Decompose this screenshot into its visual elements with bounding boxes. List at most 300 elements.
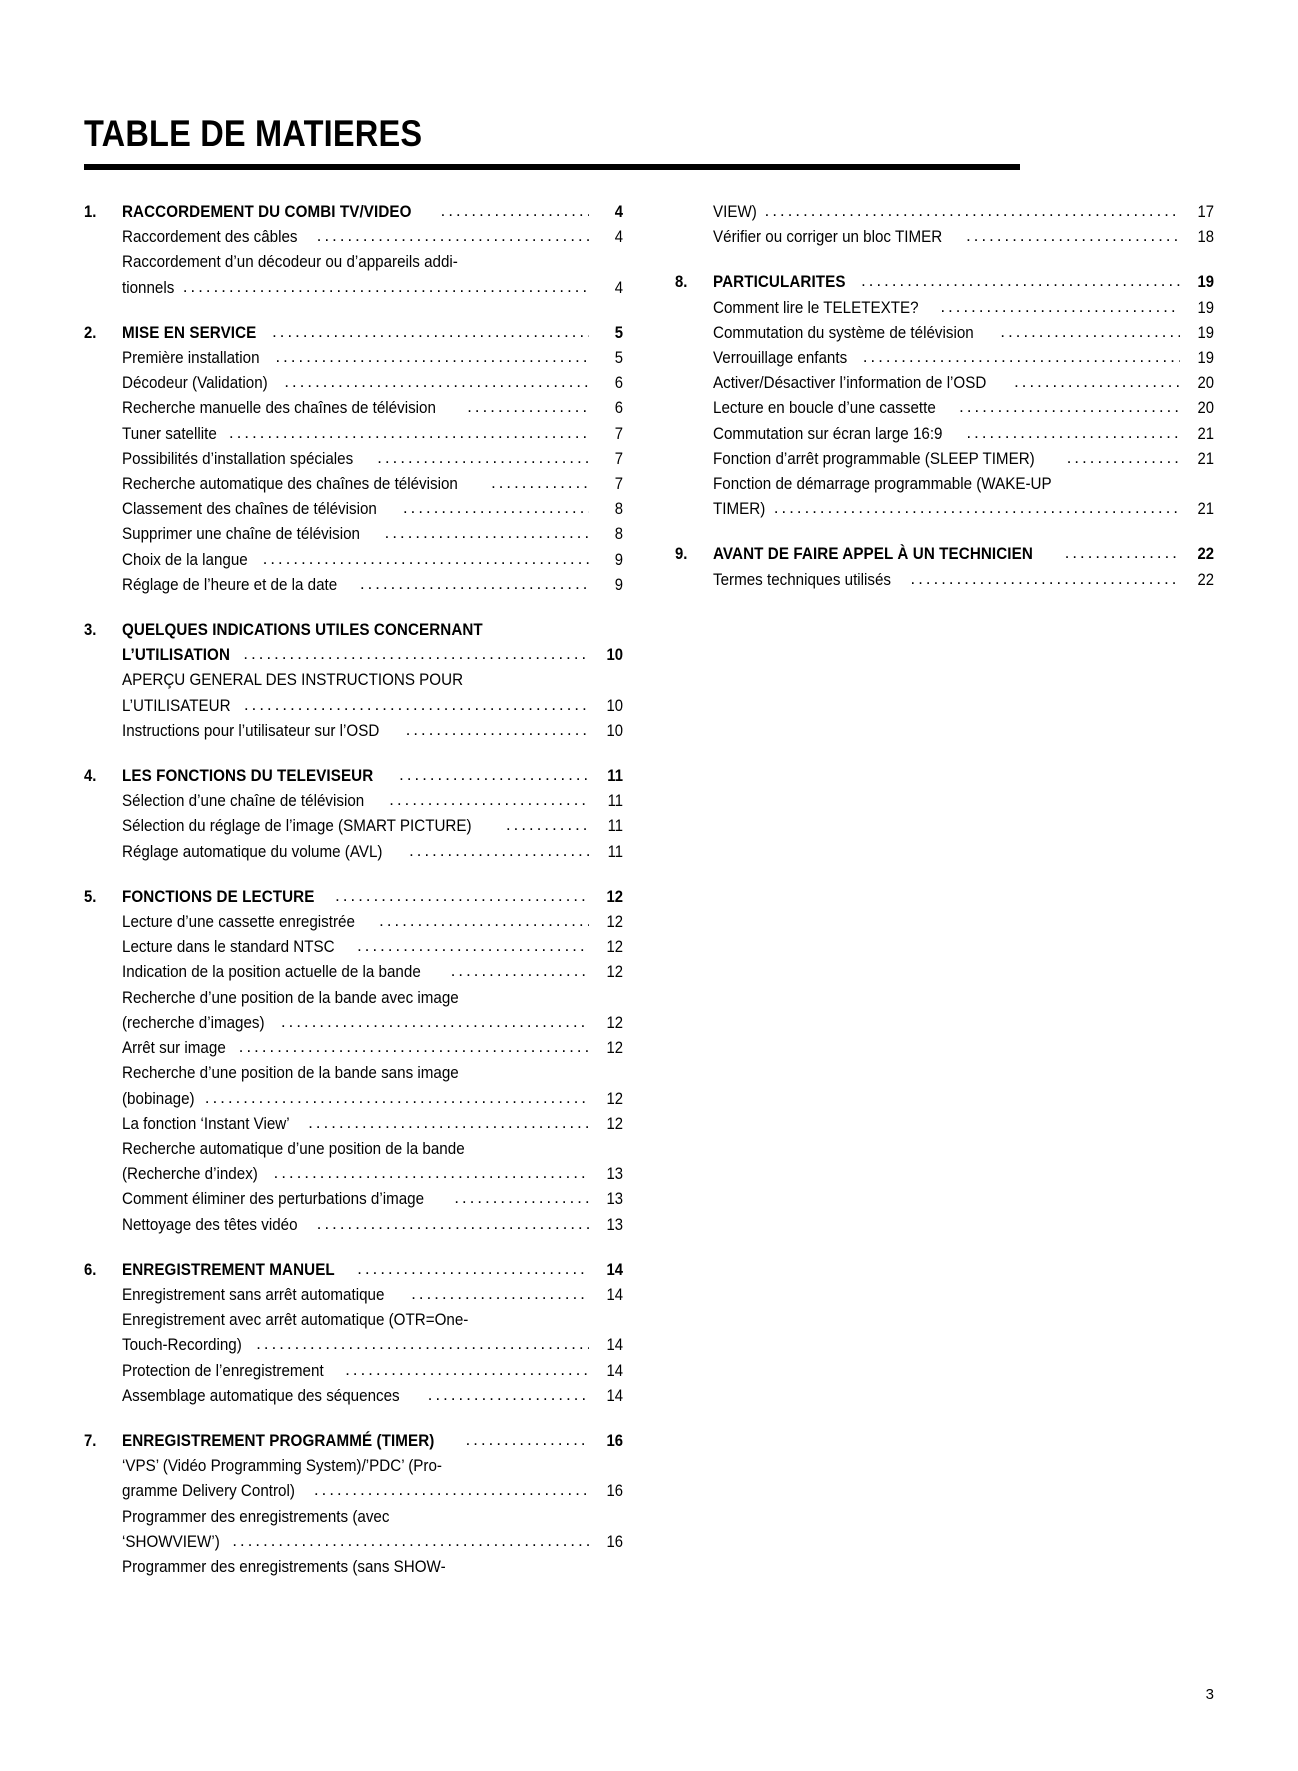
toc-dot-leader [959, 395, 1180, 420]
toc-dot-leader [357, 1257, 589, 1282]
toc-dot-leader [272, 320, 589, 345]
toc-page-number: 9 [614, 575, 623, 594]
toc-dot-leader [244, 693, 589, 718]
toc-section-number: 9. [675, 545, 688, 564]
toc-entry-title: (Recherche d’index) [122, 1165, 258, 1184]
toc-entry-row[interactable] [675, 296, 1214, 321]
toc-entry-row[interactable] [84, 422, 623, 447]
toc-label-wrap [122, 1258, 589, 1283]
toc-entry-row[interactable] [84, 276, 623, 301]
toc-section-number: 7. [84, 1431, 97, 1450]
toc-entry-row[interactable] [84, 396, 623, 421]
toc-entry-row[interactable] [84, 225, 623, 250]
toc-section-row[interactable] [84, 200, 623, 225]
toc-entry-title: Commutation sur écran large 16:9 [713, 424, 943, 443]
toc-page-number: 14 [606, 1386, 623, 1405]
toc-entry-title: Fonction d’arrêt programmable (SLEEP TIMER) [713, 449, 1035, 468]
toc-entry-row[interactable] [84, 814, 623, 839]
toc-dot-leader [317, 224, 589, 249]
toc-dot-leader [357, 934, 589, 959]
toc-section-group [675, 200, 1214, 250]
toc-dot-leader [1067, 446, 1180, 471]
toc-section-number: 2. [84, 323, 97, 342]
toc-entry-title: Termes techniques utilisés [713, 570, 892, 589]
toc-page-number: 14 [606, 1285, 623, 1304]
toc-entry-title: ‘VPS’ (Vidéo Programming System)/’PDC’ (Pro- [122, 1457, 443, 1476]
toc-label-wrap [122, 1454, 589, 1479]
toc-page-number: 19 [1197, 298, 1214, 317]
toc-dot-leader [360, 572, 589, 597]
toc-entry-row[interactable] [84, 1359, 623, 1384]
toc-section-group [84, 618, 623, 744]
toc-page-number: 12 [606, 913, 623, 932]
toc-label-wrap [122, 719, 589, 744]
toc-label-wrap [122, 422, 589, 447]
toc-section-number: 3. [84, 621, 97, 640]
toc-entry-title: Lecture d’une cassette enregistrée [122, 913, 355, 932]
toc-section-number: 5. [84, 887, 97, 906]
toc-entry-title: Recherche automatique des chaînes de télévision [122, 475, 458, 494]
toc-page-number: 12 [606, 963, 623, 982]
toc-entry-row[interactable] [675, 321, 1214, 346]
toc-entry-title: Instructions pour l’utilisateur sur l’OSD [122, 721, 380, 740]
toc-dot-leader [966, 421, 1180, 446]
toc-section-row[interactable] [84, 321, 623, 346]
toc-entry-title: TIMER) [713, 500, 766, 519]
toc-entry-title: Sélection d’une chaîne de télévision [122, 792, 365, 811]
toc-page-number: 12 [606, 1039, 623, 1058]
toc-dot-leader [239, 1035, 589, 1060]
toc-entry-row[interactable] [84, 960, 623, 985]
toc-entry-title: L’UTILISATEUR [122, 696, 231, 715]
toc-dot-leader [940, 295, 1180, 320]
toc-dot-leader [335, 884, 589, 909]
toc-label-wrap [122, 1162, 589, 1187]
toc-dot-leader [911, 567, 1180, 592]
toc-entry-row[interactable] [84, 497, 623, 522]
toc-label-wrap [122, 935, 589, 960]
toc-page-number: 10 [606, 646, 623, 665]
toc-entry-row[interactable] [675, 225, 1214, 250]
toc-label-wrap [122, 1036, 589, 1061]
toc-entry-row[interactable] [84, 371, 623, 396]
toc-label-wrap [122, 1112, 589, 1137]
toc-label-wrap [122, 668, 589, 693]
toc-entry-title: Indication de la position actuelle de la bande [122, 963, 421, 982]
toc-entry-row[interactable] [84, 522, 623, 547]
toc-entry-title: tionnels [122, 278, 175, 297]
toc-dot-leader [1014, 370, 1180, 395]
toc-label-wrap [713, 321, 1180, 346]
toc-section-title: LES FONCTIONS DU TELEVISEUR [122, 767, 374, 786]
toc-page-number: 19 [1197, 273, 1214, 292]
toc-section-row[interactable] [675, 270, 1214, 295]
toc-entry-title: La fonction ‘Instant View’ [122, 1114, 290, 1133]
toc-entry-title: (recherche d’images) [122, 1013, 265, 1032]
toc-dot-leader [379, 909, 589, 934]
toc-section-number: 4. [84, 767, 97, 786]
toc-dot-leader [243, 642, 589, 667]
toc-dot-leader [275, 345, 589, 370]
toc-dot-leader [389, 788, 589, 813]
toc-page-number: 20 [1197, 399, 1214, 418]
toc-section-title: PARTICULARITES [713, 273, 846, 292]
toc-entry-title: Recherche d’une position de la bande sans image [122, 1064, 459, 1083]
toc-label-wrap [122, 1555, 589, 1580]
toc-entry-row[interactable] [84, 1333, 623, 1358]
toc-entry-title: Supprimer une chaîne de télévision [122, 525, 360, 544]
toc-label-wrap [122, 1384, 589, 1409]
toc-entry-row[interactable] [84, 694, 623, 719]
toc-columns [84, 200, 1214, 1600]
toc-label-wrap [122, 200, 589, 225]
toc-label-wrap [122, 1011, 589, 1036]
toc-entry-row[interactable] [84, 935, 623, 960]
toc-entry-row[interactable] [84, 668, 623, 693]
toc-label-wrap [713, 422, 1180, 447]
toc-label-wrap [122, 789, 589, 814]
toc-entry-row[interactable] [675, 371, 1214, 396]
toc-page-number: 7 [614, 449, 623, 468]
toc-label-wrap [122, 1213, 589, 1238]
toc-label-wrap [713, 542, 1180, 567]
toc-label-wrap [122, 1479, 589, 1504]
toc-dot-leader [441, 199, 589, 224]
toc-entry-row[interactable] [84, 1187, 623, 1212]
toc-page-number: 14 [606, 1260, 623, 1279]
toc-dot-leader [454, 1186, 589, 1211]
toc-dot-leader [774, 496, 1180, 521]
toc-page-number: 13 [606, 1190, 623, 1209]
toc-entry-row[interactable] [84, 986, 623, 1011]
toc-label-wrap [713, 225, 1180, 250]
toc-dot-leader [263, 547, 589, 572]
toc-label-wrap [122, 885, 589, 910]
toc-entry-row[interactable] [84, 1283, 623, 1308]
toc-entry-title: Arrêt sur image [122, 1039, 226, 1058]
toc-entry-row[interactable] [84, 1213, 623, 1238]
toc-label-wrap [122, 1359, 589, 1384]
toc-label-wrap [713, 447, 1180, 472]
toc-label-wrap [122, 321, 589, 346]
toc-entry-row[interactable] [675, 200, 1214, 225]
toc-entry-title: Tuner satellite [122, 424, 217, 443]
toc-page-number: 20 [1197, 374, 1214, 393]
toc-entry-title: Comment lire le TELETEXTE? [713, 298, 919, 317]
toc-entry-title: Lecture dans le standard NTSC [122, 938, 335, 957]
toc-entry-row[interactable] [84, 1162, 623, 1187]
toc-dot-leader [399, 763, 589, 788]
toc-entry-title: VIEW) [713, 203, 757, 221]
toc-page-number: 4 [614, 203, 623, 221]
toc-page-number: 22 [1197, 570, 1214, 589]
toc-dot-leader [451, 959, 589, 984]
toc-page-number: 6 [614, 399, 623, 418]
toc-page-number: 21 [1197, 449, 1214, 468]
toc-page-number: 4 [614, 278, 623, 297]
toc-entry-title: Nettoyage des têtes vidéo [122, 1215, 298, 1234]
toc-page-number: 18 [1197, 228, 1214, 247]
title-block [84, 112, 1214, 170]
toc-dot-leader [765, 199, 1180, 224]
toc-page-number: 19 [1197, 349, 1214, 368]
toc-page-number: 21 [1197, 500, 1214, 519]
toc-label-wrap [122, 960, 589, 985]
toc-dot-leader [183, 275, 589, 300]
toc-entry-row[interactable] [675, 497, 1214, 522]
toc-page-number: 14 [606, 1336, 623, 1355]
toc-dot-leader [281, 1010, 589, 1035]
toc-dot-leader [506, 813, 589, 838]
toc-dot-leader [314, 1478, 589, 1503]
toc-label-wrap [122, 1429, 589, 1454]
toc-label-wrap [122, 250, 589, 275]
toc-entry-title: Programmer des enregistrements (avec [122, 1507, 390, 1526]
toc-label-wrap [122, 1087, 589, 1112]
toc-entry-row[interactable] [675, 472, 1214, 497]
toc-label-wrap [122, 840, 589, 865]
toc-entry-row[interactable] [84, 548, 623, 573]
toc-section-title: ENREGISTREMENT PROGRAMMÉ (TIMER) [122, 1431, 435, 1450]
toc-section-row[interactable] [84, 764, 623, 789]
toc-entry-row[interactable] [84, 1087, 623, 1112]
toc-section-title: AVANT DE FAIRE APPEL À UN TECHNICIEN [713, 545, 1033, 564]
toc-entry-title: (bobinage) [122, 1089, 195, 1108]
toc-section-row[interactable] [84, 1258, 623, 1283]
title-underline-rule [84, 164, 1020, 170]
toc-page-number: 12 [606, 1013, 623, 1032]
toc-dot-leader [409, 839, 589, 864]
toc-entry-title: Recherche automatique d’une position de la bande [122, 1139, 465, 1158]
toc-dot-leader [205, 1086, 589, 1111]
toc-entry-row[interactable] [84, 573, 623, 598]
toc-entry-title: Assemblage automatique des séquences [122, 1386, 400, 1405]
toc-page-number: 11 [607, 842, 623, 861]
toc-section-title: FONCTIONS DE LECTURE [122, 887, 315, 906]
toc-page-number: 22 [1197, 545, 1214, 564]
toc-entry-row[interactable] [84, 840, 623, 865]
toc-entry-title: Vérifier ou corriger un bloc TIMER [713, 228, 943, 247]
toc-entry-title: Raccordement des câbles [122, 228, 298, 247]
toc-dot-leader [284, 370, 589, 395]
toc-label-wrap [122, 1505, 589, 1530]
toc-section-row[interactable] [84, 643, 623, 668]
toc-label-wrap [713, 568, 1180, 593]
toc-entry-row[interactable] [84, 1308, 623, 1333]
toc-page-number: 12 [606, 1114, 623, 1133]
toc-entry-row[interactable] [84, 1112, 623, 1137]
toc-entry-title: Enregistrement avec arrêt automatique (OTR=One- [122, 1311, 469, 1330]
toc-entry-title: Protection de l’enregistrement [122, 1361, 324, 1380]
toc-label-wrap [122, 225, 589, 250]
toc-page-number: 10 [606, 696, 623, 715]
toc-dot-leader [428, 1383, 589, 1408]
toc-page-number: 5 [614, 323, 623, 342]
toc-page-number: 12 [606, 938, 623, 957]
toc-label-wrap [122, 1283, 589, 1308]
toc-dot-leader [229, 421, 589, 446]
toc-entry-title: Possibilités d’installation spéciales [122, 449, 354, 468]
toc-entry-title: Fonction de démarrage programmable (WAKE-UP [713, 475, 1052, 494]
toc-entry-row[interactable] [675, 447, 1214, 472]
toc-dot-leader [232, 1529, 589, 1554]
toc-entry-title: Comment éliminer des perturbations d’image [122, 1190, 425, 1209]
toc-column-left [84, 200, 623, 1600]
toc-label-wrap [122, 497, 589, 522]
toc-label-wrap [122, 814, 589, 839]
toc-label-wrap [122, 1530, 589, 1555]
toc-entry-title: Activer/Désactiver l’information de l’OSD [713, 374, 987, 393]
toc-entry-title: Réglage de l’heure et de la date [122, 575, 338, 594]
toc-page-number: 8 [614, 525, 623, 544]
toc-section-row[interactable] [675, 542, 1214, 567]
toc-entry-row[interactable] [84, 346, 623, 371]
toc-dot-leader [466, 1428, 589, 1453]
toc-entry-row[interactable] [84, 1137, 623, 1162]
toc-page-number: 16 [606, 1482, 623, 1501]
page-folio: 3 [1205, 1686, 1214, 1703]
toc-entry-title: Raccordement d’un décodeur ou d’appareils addi- [122, 253, 458, 272]
toc-label-wrap [122, 472, 589, 497]
toc-entry-row[interactable] [84, 472, 623, 497]
toc-label-wrap [122, 346, 589, 371]
toc-label-wrap [122, 910, 589, 935]
toc-section-group [84, 764, 623, 865]
toc-label-wrap [122, 694, 589, 719]
toc-entry-title: Réglage automatique du volume (AVL) [122, 842, 383, 861]
toc-entry-row[interactable] [84, 1454, 623, 1479]
toc-entry-row[interactable] [84, 250, 623, 275]
toc-section-group [84, 1258, 623, 1409]
toc-dot-leader [1065, 541, 1180, 566]
toc-page-number: 19 [1197, 323, 1214, 342]
toc-page-number: 10 [606, 721, 623, 740]
toc-entry-row[interactable] [84, 1479, 623, 1504]
toc-label-wrap [122, 1333, 589, 1358]
toc-label-wrap [122, 764, 589, 789]
toc-entry-title: Verrouillage enfants [713, 349, 848, 368]
toc-entry-title: Programmer des enregistrements (sans SHOW- [122, 1557, 446, 1576]
toc-label-wrap [122, 643, 589, 668]
toc-section-title: ENREGISTREMENT MANUEL [122, 1260, 335, 1279]
toc-entry-row[interactable] [84, 1384, 623, 1409]
toc-label-wrap [713, 296, 1180, 321]
toc-dot-leader [274, 1161, 589, 1186]
toc-page-number: 17 [1197, 203, 1214, 221]
toc-label-wrap [122, 1187, 589, 1212]
toc-dot-leader [345, 1358, 589, 1383]
toc-page-number: 7 [614, 475, 623, 494]
toc-label-wrap [122, 986, 589, 1011]
toc-label-wrap [122, 1308, 589, 1333]
toc-section-title: QUELQUES INDICATIONS UTILES CONCERNANT [122, 621, 483, 640]
toc-dot-leader [377, 446, 589, 471]
toc-section-group [675, 542, 1214, 592]
toc-section-row[interactable] [84, 885, 623, 910]
toc-dot-leader [863, 345, 1180, 370]
toc-page-number: 11 [607, 767, 623, 786]
toc-dot-leader [966, 224, 1180, 249]
toc-page-number: 9 [614, 550, 623, 569]
toc-page-number: 16 [606, 1532, 623, 1551]
toc-section-group [84, 321, 623, 598]
toc-label-wrap [122, 548, 589, 573]
toc-label-wrap [122, 522, 589, 547]
toc-label-wrap [713, 270, 1180, 295]
toc-entry-title: Première installation [122, 349, 260, 368]
toc-entry-title: Enregistrement sans arrêt automatique [122, 1285, 385, 1304]
toc-entry-title: Touch-Recording) [122, 1336, 242, 1355]
toc-entry-title: Choix de la langue [122, 550, 248, 569]
toc-dot-leader [317, 1212, 589, 1237]
toc-page-number: 16 [606, 1431, 623, 1450]
toc-section-group [84, 885, 623, 1238]
toc-section-group [84, 200, 623, 301]
toc-dot-leader [1000, 320, 1180, 345]
toc-column-right [675, 200, 1214, 1600]
toc-section-number: 6. [84, 1260, 97, 1279]
toc-page-number: 12 [606, 1089, 623, 1108]
toc-page-number: 6 [614, 374, 623, 393]
toc-section-title: MISE EN SERVICE [122, 323, 257, 342]
toc-entry-title: gramme Delivery Control) [122, 1482, 295, 1501]
toc-label-wrap [122, 371, 589, 396]
toc-entry-row[interactable] [675, 396, 1214, 421]
toc-entry-row[interactable] [84, 1061, 623, 1086]
toc-page-number: 13 [606, 1215, 623, 1234]
toc-label-wrap [713, 371, 1180, 396]
toc-page-number: 14 [606, 1361, 623, 1380]
toc-entry-row[interactable] [84, 910, 623, 935]
toc-entry-row[interactable] [84, 1036, 623, 1061]
toc-entry-row[interactable] [84, 447, 623, 472]
toc-entry-row[interactable] [675, 346, 1214, 371]
toc-entry-row[interactable] [84, 1530, 623, 1555]
toc-section-group [675, 270, 1214, 522]
toc-section-title: RACCORDEMENT DU COMBI TV/VIDEO [122, 203, 412, 221]
toc-label-wrap [122, 396, 589, 421]
toc-label-wrap [122, 1061, 589, 1086]
toc-entry-row[interactable] [84, 789, 623, 814]
toc-page-number: 11 [607, 792, 623, 811]
toc-page-number: 5 [614, 349, 623, 368]
toc-entry-row[interactable] [84, 1505, 623, 1530]
toc-entry-title: Commutation du système de télévision [713, 323, 974, 342]
toc-page-number: 7 [614, 424, 623, 443]
toc-entry-row[interactable] [84, 1011, 623, 1036]
toc-section-row[interactable] [84, 1429, 623, 1454]
toc-entry-title: Recherche manuelle des chaînes de télévision [122, 399, 436, 418]
toc-page-number: 21 [1197, 424, 1214, 443]
toc-label-wrap [122, 618, 589, 643]
toc-label-wrap [713, 497, 1180, 522]
page-title: TABLE DE MATIERES [84, 113, 423, 154]
toc-entry-row[interactable] [675, 422, 1214, 447]
toc-section-number: 1. [84, 203, 97, 221]
toc-dot-leader [256, 1332, 589, 1357]
toc-entry-row[interactable] [84, 1555, 623, 1580]
toc-page-number: 4 [614, 228, 623, 247]
toc-entry-row[interactable] [675, 568, 1214, 593]
toc-dot-leader [308, 1111, 589, 1136]
toc-section-row[interactable] [84, 618, 623, 643]
toc-entry-title: ‘SHOWVIEW’) [122, 1532, 220, 1551]
toc-section-title: L’UTILISATION [122, 646, 231, 665]
toc-label-wrap [122, 573, 589, 598]
toc-page-number: 11 [607, 817, 623, 836]
toc-entry-row[interactable] [84, 719, 623, 744]
toc-entry-title: Sélection du réglage de l’image (SMART PICTURE) [122, 817, 472, 836]
